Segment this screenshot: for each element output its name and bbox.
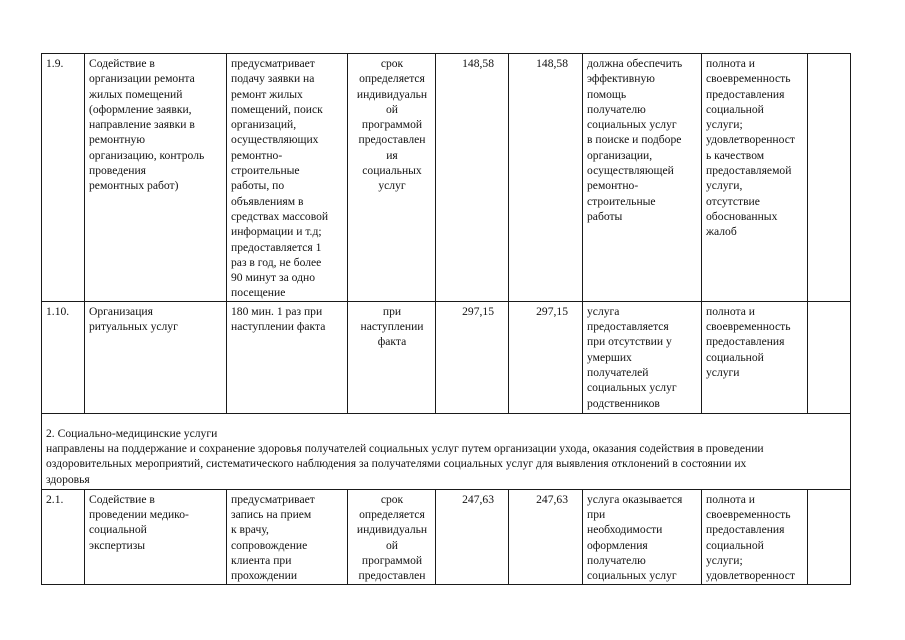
service-conditions-line: помощь (587, 87, 627, 101)
service-name-line: направление заявки в (89, 118, 195, 132)
service-term-line: программой (361, 553, 423, 567)
quality-criteria-line: отсутствие (706, 194, 760, 208)
table-row (42, 54, 851, 302)
price-text: 148,58 (462, 57, 494, 70)
service-volume-line: запись на прием (231, 508, 312, 522)
service-volume-line: раз в год, не более (231, 255, 322, 269)
service-term-line: при (382, 304, 402, 318)
service-conditions-line: в поиске и подборе (587, 133, 682, 147)
extra-cell (808, 54, 851, 302)
service-term-line: наступлении (360, 320, 424, 334)
service-conditions-line: социальных услуг (587, 118, 677, 132)
service-name-cell (85, 489, 227, 584)
quality-criteria-line: предоставления (706, 523, 785, 537)
row-number-cell (42, 489, 85, 584)
service-name-line: Содействие в (89, 57, 155, 70)
service-conditions-line: социальных услуг (587, 569, 677, 583)
price-cell (509, 489, 583, 584)
service-volume-line: предусматривает (231, 57, 315, 70)
service-volume-line: сопровождение (231, 538, 308, 552)
quality-criteria-line: предоставления (706, 87, 785, 101)
service-conditions-line: эффективную (587, 72, 655, 86)
service-term-line: предоставлен (358, 569, 426, 583)
service-conditions-cell (583, 489, 702, 584)
service-term-line: индивидуальн (356, 523, 428, 537)
quality-criteria-line: своевременность (706, 72, 791, 86)
service-name-line: ремонтных работ) (89, 179, 179, 193)
row-number-cell (42, 301, 85, 413)
price-text: 148,58 (536, 57, 568, 70)
service-conditions-line: необходимости (587, 523, 663, 537)
service-name-line: социальной (89, 523, 147, 537)
services-table (41, 53, 851, 585)
service-term-line: социальных (362, 164, 422, 178)
service-conditions-line: получателю (587, 102, 646, 116)
service-conditions-cell (583, 301, 702, 413)
service-volume-line: организаций, (231, 118, 297, 132)
section-title: 2. Социально-медицинские услуги (46, 426, 218, 440)
service-conditions-line: организации, (587, 148, 653, 162)
service-name-line: (оформление заявки, (89, 102, 192, 116)
service-term-line: определяется (359, 72, 425, 86)
section-block (42, 413, 851, 489)
row-number-text: 2.1. (46, 492, 64, 506)
quality-criteria-line: услуги (706, 365, 740, 379)
service-term-cell (348, 489, 436, 584)
section-description-line: здоровья (46, 472, 90, 486)
service-volume-line: посещение (231, 286, 286, 300)
section-description-line: оздоровительных мероприятий, систематического наблюдения за получателями социальных услуг для выявления отклонений в состоянии их (46, 457, 747, 471)
service-conditions-line: ремонтно- (587, 179, 639, 193)
service-name-line: Организация (89, 304, 153, 318)
price-text: 247,63 (536, 492, 568, 506)
service-name-line: ремонтную (89, 133, 146, 147)
service-conditions-line: услуга оказывается (587, 492, 683, 506)
table-row (42, 301, 851, 413)
service-volume-cell (227, 489, 348, 584)
quality-criteria-line: полнота и (706, 304, 755, 318)
quality-criteria-line: удовлетворенност (706, 569, 795, 583)
section-description-line: направлены на поддержание и сохранение здоровья получателей социальных услуг путем организации ухода, оказания содействия в проведении (46, 442, 764, 456)
table-body-top (42, 54, 851, 414)
quality-criteria-cell (702, 489, 808, 584)
service-term-line: факта (377, 335, 407, 349)
service-name-line: проведения (89, 164, 146, 178)
service-term-line: услуг (378, 179, 406, 193)
service-name-line: ритуальных услуг (89, 320, 178, 334)
quality-criteria-cell (702, 301, 808, 413)
quality-criteria-line: услуги; (706, 118, 743, 132)
row-number-text: 1.10. (46, 304, 70, 318)
quality-criteria-line: услуги, (706, 179, 743, 193)
service-conditions-line: должна обеспечить (587, 57, 683, 70)
price-text: 297,15 (462, 304, 494, 318)
row-number-text: 1.9. (46, 57, 64, 70)
service-conditions-line: услуга (587, 304, 620, 318)
service-volume-line: ремонтно- (231, 148, 283, 162)
service-volume-line: помещений, поиск (231, 102, 323, 116)
service-term-cell (348, 54, 436, 302)
row-number-cell (42, 54, 85, 302)
quality-criteria-line: социальной (706, 102, 764, 116)
service-volume-line: наступлении факта (231, 320, 326, 334)
service-term-line: ой (385, 102, 398, 116)
table-row (42, 489, 851, 584)
quality-criteria-line: своевременность (706, 320, 791, 334)
service-term-line: срок (380, 492, 404, 506)
service-name-line: Содействие в (89, 492, 155, 506)
quality-criteria-line: обоснованных (706, 209, 778, 223)
service-conditions-line: получателю (587, 553, 646, 567)
service-volume-line: клиента при (231, 553, 292, 567)
price-text: 297,15 (536, 304, 568, 318)
service-volume-line: прохождении (231, 569, 298, 583)
extra-cell (808, 301, 851, 413)
service-volume-line: осуществляющих (231, 133, 319, 147)
service-name-line: проведении медико- (89, 508, 189, 522)
service-term-line: ой (385, 538, 398, 552)
service-name-cell (85, 301, 227, 413)
section-cell (42, 413, 851, 489)
service-term-line: ия (386, 148, 398, 162)
service-conditions-line: получателей (587, 365, 649, 379)
quality-criteria-line: услуги; (706, 553, 743, 567)
service-term-line: определяется (359, 508, 425, 522)
price-cell (509, 54, 583, 302)
service-name-line: организации ремонта (89, 72, 195, 86)
extra-cell (808, 489, 851, 584)
service-volume-line: средствах массовой (231, 209, 329, 223)
quality-criteria-line: социальной (706, 538, 764, 552)
service-volume-line: ремонт жилых (231, 87, 303, 101)
service-volume-cell (227, 54, 348, 302)
service-term-line: срок (380, 57, 404, 70)
service-conditions-line: оформления (587, 538, 648, 552)
service-volume-line: 90 минут за одно (231, 271, 315, 285)
service-term-line: предоставлен (358, 133, 426, 147)
service-term-line: программой (361, 118, 423, 132)
service-name-line: организацию, контроль (89, 148, 205, 162)
service-conditions-line: предоставляется (587, 320, 669, 334)
service-term-line: индивидуальн (356, 87, 428, 101)
service-volume-line: объявлениям в (231, 194, 304, 208)
service-volume-line: предусматривает (231, 492, 315, 506)
price-cell (436, 301, 509, 413)
quality-criteria-line: жалоб (706, 225, 737, 239)
service-volume-line: строительные (231, 164, 300, 178)
price-cell (436, 54, 509, 302)
quality-criteria-line: социальной (706, 350, 764, 364)
service-conditions-line: социальных услуг (587, 381, 677, 395)
service-conditions-line: работы (587, 209, 623, 223)
price-cell (436, 489, 509, 584)
service-volume-line: к врачу, (231, 523, 269, 537)
service-volume-line: предоставляется 1 (231, 240, 322, 254)
quality-criteria-line: полнота и (706, 57, 755, 70)
service-volume-line: подачу заявки на (231, 72, 315, 86)
service-conditions-line: осуществляющей (587, 164, 674, 178)
quality-criteria-line: удовлетворенност (706, 133, 795, 147)
quality-criteria-line: предоставляемой (706, 164, 792, 178)
service-volume-cell (227, 301, 348, 413)
service-name-line: экспертизы (89, 538, 146, 552)
quality-criteria-line: полнота и (706, 492, 755, 506)
quality-criteria-line: ь качеством (706, 148, 765, 162)
service-conditions-cell (583, 54, 702, 302)
service-volume-line: 180 мин. 1 раз при (231, 304, 323, 318)
service-term-cell (348, 301, 436, 413)
service-volume-line: работы, по (231, 179, 285, 193)
service-conditions-line: строительные (587, 194, 656, 208)
quality-criteria-cell (702, 54, 808, 302)
price-text: 247,63 (462, 492, 494, 506)
service-volume-line: информации и т.д; (231, 225, 322, 239)
service-conditions-line: родственников (587, 396, 660, 410)
quality-criteria-line: предоставления (706, 335, 785, 349)
service-conditions-line: при (587, 508, 606, 522)
service-name-cell (85, 54, 227, 302)
service-name-line: жилых помещений (89, 87, 183, 101)
table-body-bottom (42, 489, 851, 584)
service-conditions-line: при отсутствии у (587, 335, 672, 349)
price-cell (509, 301, 583, 413)
service-conditions-line: умерших (587, 350, 632, 364)
section-row (42, 413, 851, 489)
quality-criteria-line: своевременность (706, 508, 791, 522)
